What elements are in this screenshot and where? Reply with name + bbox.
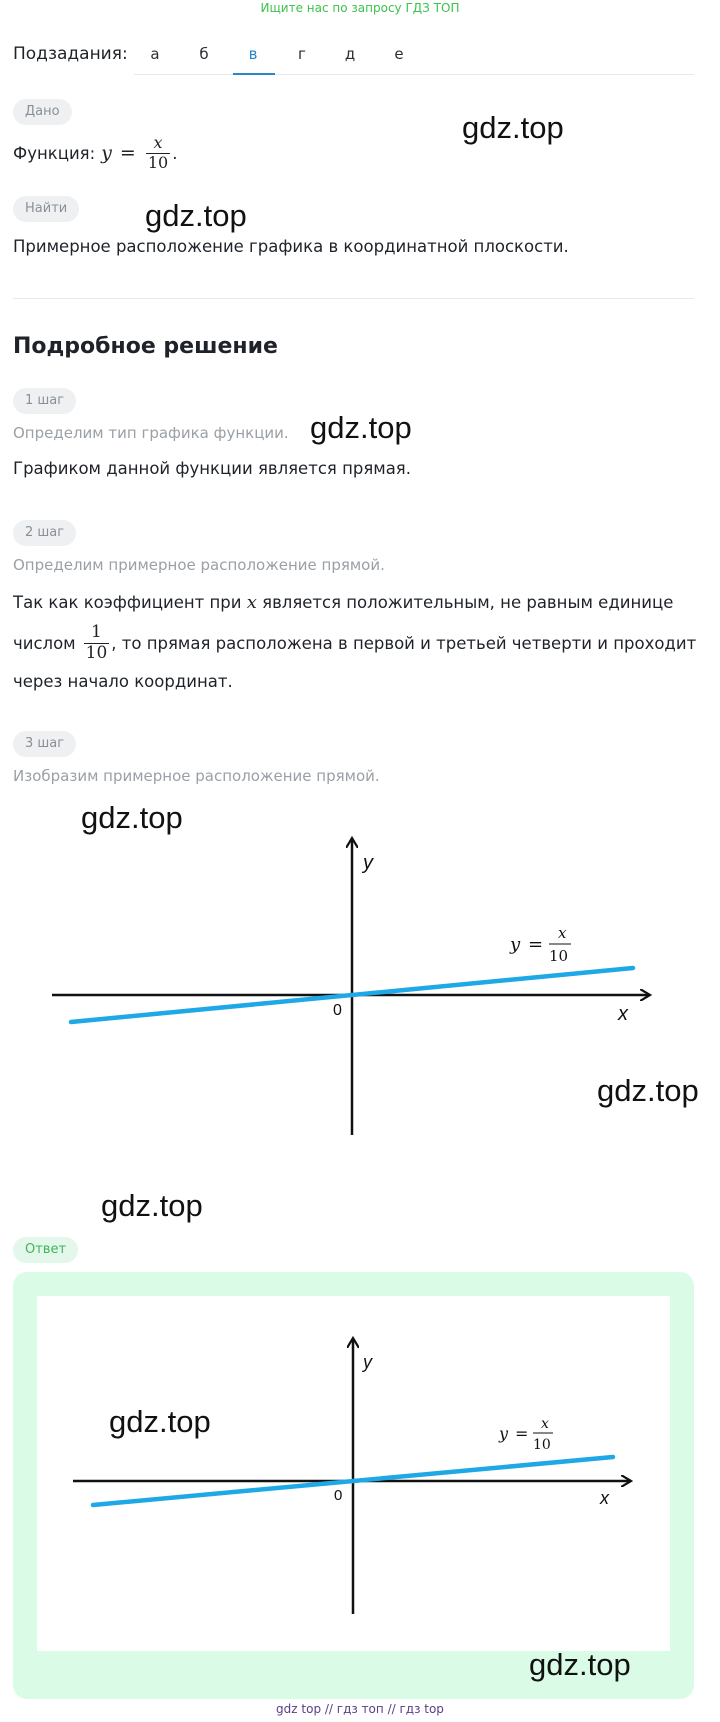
footer-links[interactable]: gdz top // гдз топ // гдз top — [276, 1702, 444, 1716]
step-1-text: Графиком данной функции является прямая. — [13, 459, 411, 478]
graph-x-label: x — [618, 1003, 628, 1025]
watermark: gdz.top — [101, 1188, 203, 1223]
step-2-line-2-a: числом — [13, 633, 76, 653]
step-1-hint: Определим тип графика функции. — [13, 424, 289, 442]
step-3-hint: Изобразим примерное расположение прямой. — [13, 767, 380, 785]
answer-equation-label — [498, 1416, 553, 1453]
given-math-eq: = — [119, 142, 136, 164]
graph-eq-equals: = — [528, 934, 544, 955]
top-banner[interactable]: Ищите нас по запросу ГДЗ ТОП — [260, 1, 460, 15]
answer-eq-num: x — [541, 1416, 549, 1432]
tab-d[interactable]: д — [344, 45, 356, 63]
step-2-fraction — [84, 623, 110, 663]
tab-g[interactable]: г — [298, 45, 306, 63]
watermark: gdz.top — [145, 198, 247, 233]
watermark: gdz.top — [81, 800, 183, 835]
graph-y-label: y — [363, 852, 373, 874]
given-fraction — [146, 134, 170, 172]
step-2-frac-num: 1 — [84, 623, 110, 644]
graph-equation-label — [509, 924, 571, 965]
step-2-line-1-b: является положительным, не равным единице — [262, 593, 674, 612]
watermark: gdz.top — [462, 110, 564, 145]
step-2-hint: Определим примерное расположение прямой. — [13, 556, 385, 574]
step-2-var-x: x — [246, 592, 257, 613]
answer-x-label: x — [600, 1488, 609, 1508]
tab-e[interactable]: е — [394, 45, 404, 63]
graph-eq-num: x — [558, 924, 567, 942]
answer-eq-y: y — [499, 1424, 509, 1443]
graph-eq-y: y — [510, 934, 521, 955]
step-2-frac-den: 10 — [85, 642, 108, 663]
given-frac-num: x — [146, 134, 170, 153]
step-2-line-2-b: , то прямая расположена в первой и третьей четверти и проходит — [111, 633, 697, 653]
step-2-line-1 — [13, 592, 673, 613]
step-2-badge: 2 шаг — [13, 520, 76, 546]
tabs-divider — [134, 74, 694, 75]
find-badge: Найти — [13, 196, 79, 222]
tab-v[interactable]: в — [248, 45, 258, 63]
tab-a[interactable]: а — [150, 45, 160, 63]
given-prefix: Функция: — [13, 143, 96, 163]
watermark: gdz.top — [529, 1647, 631, 1682]
step-1-badge: 1 шаг — [13, 388, 76, 414]
answer-y-label: y — [363, 1352, 372, 1372]
graph-eq-den: 10 — [549, 947, 569, 965]
solution-title: Подробное решение — [13, 334, 278, 359]
given-suffix: . — [172, 143, 178, 163]
graph-origin-label: 0 — [333, 1002, 342, 1019]
answer-graph — [37, 1296, 670, 1651]
watermark: gdz.top — [109, 1404, 211, 1439]
given-math-y: y — [101, 142, 112, 164]
answer-badge: Ответ — [13, 1237, 78, 1263]
subtasks-label: Подзадания: — [13, 44, 128, 64]
given-function — [13, 128, 177, 178]
step-3-badge: 3 шаг — [13, 731, 76, 757]
tab-b[interactable]: б — [199, 45, 209, 63]
find-text: Примерное расположение графика в координатной плоскости. — [13, 237, 569, 256]
given-badge: Дано — [13, 99, 72, 125]
answer-origin-label: 0 — [334, 1487, 343, 1504]
watermark: gdz.top — [310, 410, 412, 445]
given-frac-den: 10 — [147, 152, 169, 172]
step-2-line-3: через начало координат. — [13, 672, 233, 691]
answer-eq-den: 10 — [533, 1437, 551, 1453]
watermark: gdz.top — [597, 1073, 699, 1108]
step-2-line-2 — [13, 618, 696, 668]
step-2-line-1-a: Так как коэффициент при — [13, 593, 242, 612]
section-divider — [13, 298, 694, 299]
active-tab-underline — [233, 73, 275, 75]
answer-eq-equals: = — [515, 1424, 529, 1443]
